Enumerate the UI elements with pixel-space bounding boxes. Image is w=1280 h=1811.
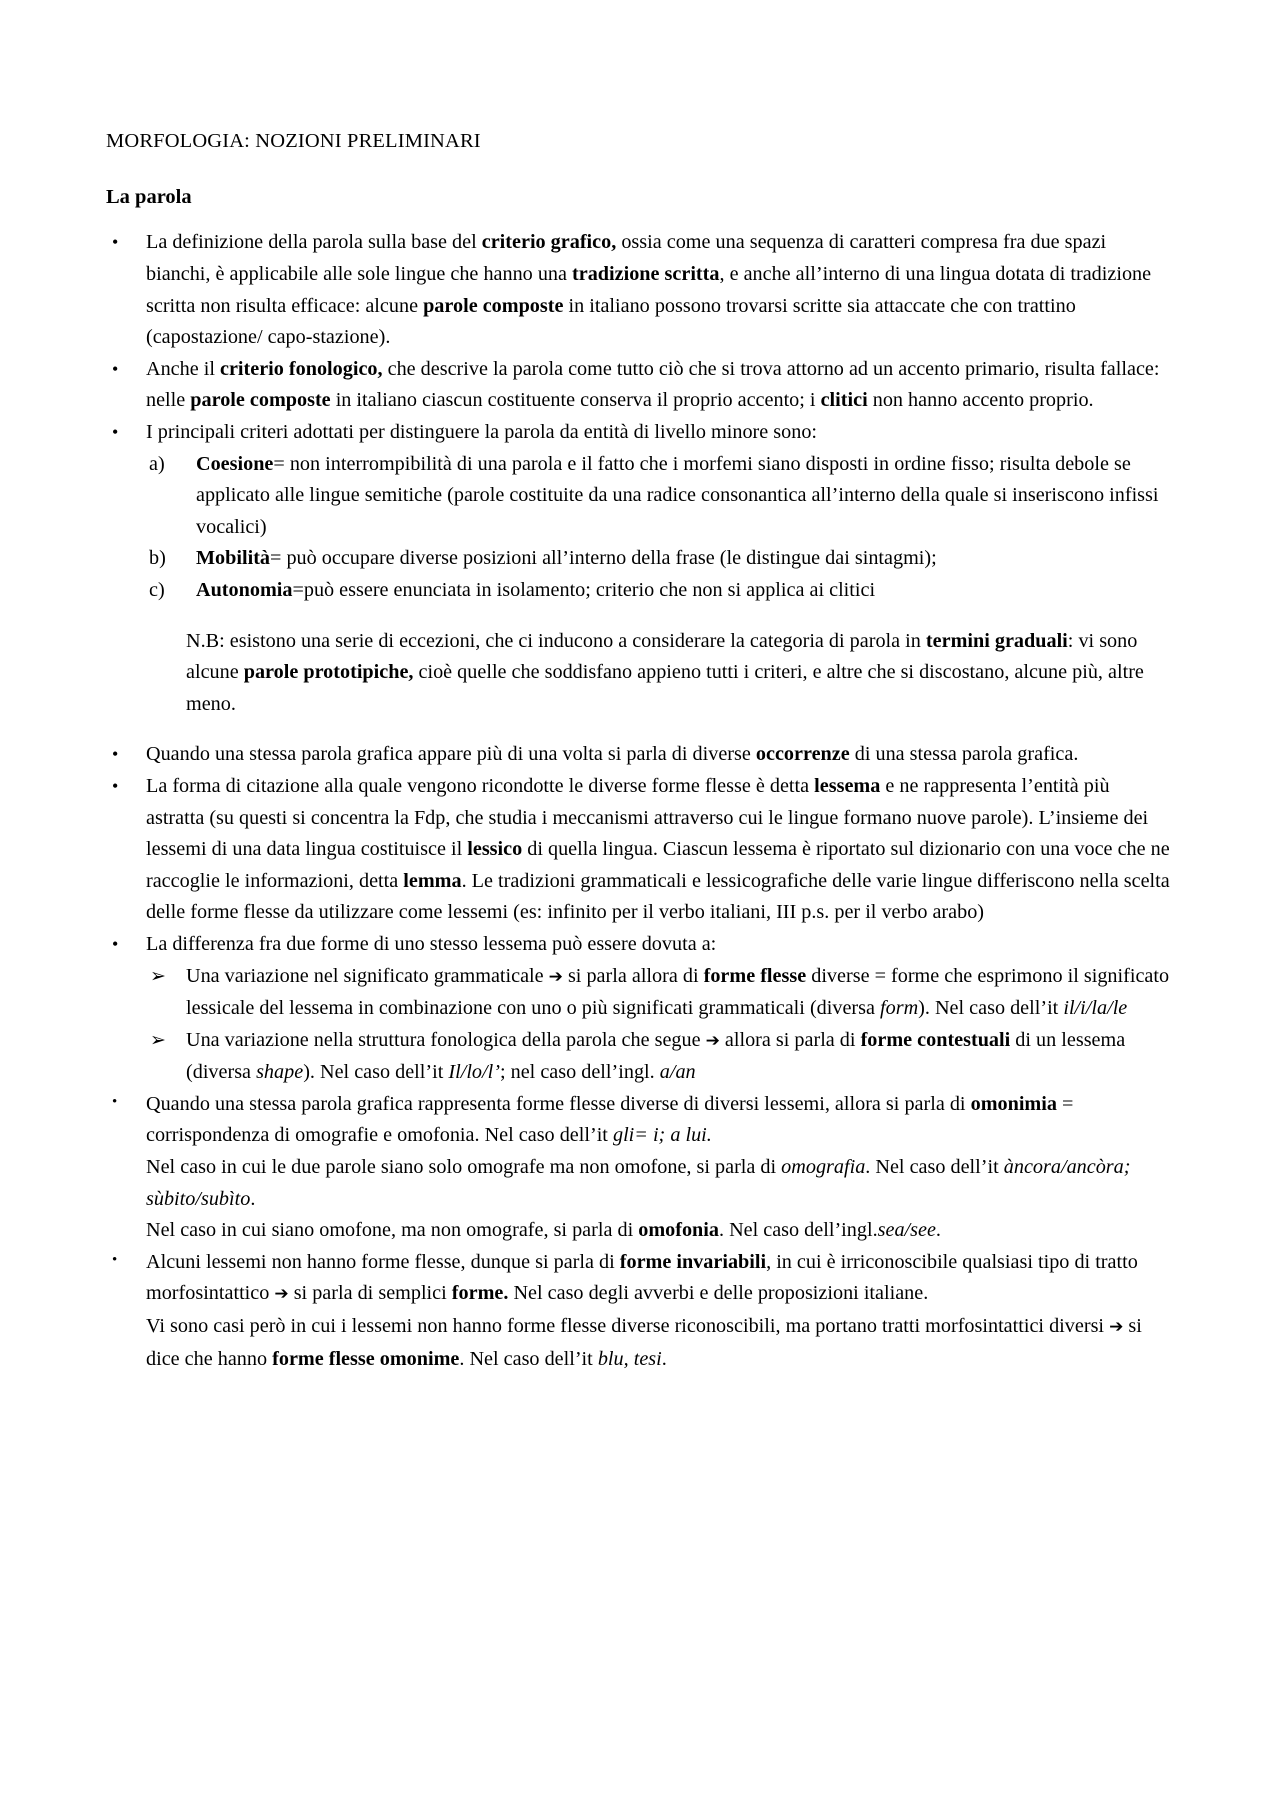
arrow-bullet-icon: ➢: [150, 965, 166, 987]
text-run: N.B: esistono una serie di eccezioni, che ci inducono a considerare la categoria di parola in: [186, 629, 926, 652]
arrow-bullet-icon: ➢: [150, 1029, 166, 1051]
text-run: che descrive la parola come tutto ciò che si trova attorno ad un accento primario, risulta fallace: nelle: [146, 357, 1160, 412]
text-run-bold: forme invariabili: [619, 1250, 767, 1273]
bullet-icon: •: [112, 933, 119, 954]
list-item: [106, 771, 1170, 929]
list-item: [106, 739, 1170, 771]
text-run-bold: Autonomia: [196, 578, 293, 601]
right-arrow-icon: ➔: [274, 1284, 289, 1305]
text-run-bold: Coesione: [196, 452, 274, 475]
list-item: [146, 449, 1170, 544]
text-run-bold: criterio fonologico,: [220, 357, 383, 380]
text-run: .: [935, 1219, 941, 1242]
text-run: .: [661, 1347, 667, 1370]
list-item: [106, 1089, 1170, 1247]
text-run-italic: blu, tesi: [597, 1347, 662, 1370]
bullet-text: [146, 1093, 1073, 1147]
list-item: [146, 961, 1170, 1025]
list-marker: a): [149, 452, 165, 475]
text-run: , e anche all’interno di una lingua dotata di tradizione scritta non risulta efficace: alcune: [146, 263, 1152, 317]
bullet-text-line3: [146, 1215, 1170, 1247]
list-item: [146, 575, 1170, 607]
main-bullet-list: [106, 227, 1170, 1375]
text-run-bold: clitici: [820, 389, 868, 412]
text-run: = non interrompibilità di una parola e il fatto che i morfemi siano disposti in ordine fisso; risulta debole se applicato alle lingue semitiche (parole costituite da una radice consonantica all’interno della quale si inseriscono infissi vocalici): [196, 452, 1159, 538]
text-run-bold: termini graduali: [925, 629, 1068, 652]
text-run: . Nel caso dell’it: [459, 1347, 598, 1370]
page-title: MORFOLOGIA: NOZIONI PRELIMINARI: [106, 130, 481, 152]
text-run-italic: sea/see: [877, 1219, 936, 1242]
text-run: Nel caso in cui siano omofone, ma non omografe, si parla di: [146, 1219, 639, 1242]
text-run: Una variazione nel significato grammaticale: [186, 964, 549, 987]
text-run: .: [250, 1187, 256, 1210]
alpha-item-text: [196, 453, 1159, 538]
bullet-icon: •: [112, 422, 119, 442]
text-run: Anche il: [146, 357, 220, 380]
text-run: Una variazione nella struttura fonologica della parola che segue: [186, 1028, 706, 1051]
bullet-text: [146, 1251, 1138, 1305]
bullet-text: [146, 231, 1151, 348]
list-item: [106, 929, 1170, 1089]
bullet-text: [146, 775, 1170, 923]
list-marker: b): [149, 547, 166, 570]
text-run: si dice che hanno: [146, 1315, 1142, 1370]
text-run-bold: lemma: [403, 869, 462, 892]
bullet-text: [146, 743, 1078, 765]
text-run: in italiano possono trovarsi scritte sia attaccate che con trattino (capostazione/ capo-stazione).: [146, 294, 1076, 349]
text-run: La forma di citazione alla quale vengono ricondotte le diverse forme flesse è detta: [146, 774, 815, 797]
list-item: [146, 1025, 1170, 1089]
text-run: si parla allora di: [562, 964, 704, 987]
text-run: Quando una stessa parola grafica rappresenta forme flesse diverse di diversi lessemi, allora si parla di: [146, 1092, 971, 1115]
text-run: . Nel caso dell’it: [865, 1156, 1004, 1179]
text-run: Nel caso in cui le due parole siano solo omografe ma non omofone, si parla di: [146, 1156, 782, 1179]
bullet-text: [146, 358, 1159, 412]
text-run-bold: parole composte: [423, 294, 564, 317]
arrow-item-text: [186, 1029, 1125, 1084]
text-run-bold: omonimia: [970, 1092, 1057, 1115]
bullet-icon: •: [112, 232, 119, 253]
text-run: . Nel caso dell’ingl.: [718, 1219, 878, 1242]
right-arrow-icon: ➔: [548, 966, 563, 987]
text-run-italic: shape: [256, 1061, 304, 1084]
text-run: ; nel caso dell’ingl.: [499, 1061, 660, 1084]
text-run-bold: Mobilità: [196, 547, 271, 570]
text-run-bold: forme flesse: [703, 964, 807, 987]
text-run: e ne rappresenta l’entità più astratta (su questi si concentra la Fdp, che studia i meccanismi attraverso cui le lingue formano nuove parole). L’insieme dei lessemi di una data lingua costituisce il: [146, 774, 1149, 861]
text-run: diverse = forme che esprimono il significato lessicale del lessema in combinazione con uno o più significati grammaticali (diversa: [186, 964, 1170, 1020]
alpha-item-text: [196, 579, 875, 601]
text-run: di quella lingua. Ciascun lessema è riportato sul dizionario con una voce che ne raccoglie le informazioni, detta: [146, 838, 1170, 892]
text-run-italic: omografia: [781, 1156, 866, 1179]
text-run-bold: tradizione scritta: [572, 263, 720, 286]
text-run: ). Nel caso dell’it: [918, 997, 1064, 1020]
nb-note: [146, 626, 1170, 721]
text-run-bold: lessema: [814, 774, 881, 797]
bullet-text: I principali criteri adottati per distinguere la parola da entità di livello minore sono:: [146, 421, 818, 443]
text-run-italic: gli= i; a lui.: [612, 1124, 712, 1147]
text-run: = corrispondenza di omografie e omofonia. Nel caso dell’it: [146, 1092, 1074, 1147]
text-run-italic: form: [880, 997, 919, 1020]
text-run: in italiano ciascun costituente conserva il proprio accento; i: [330, 389, 821, 412]
text-run-italic: àncora/ancòra; sùbito/subìto: [146, 1156, 1131, 1210]
right-arrow-icon: ➔: [1109, 1317, 1124, 1338]
bullet-icon: •: [112, 775, 119, 796]
text-run: Alcuni lessemi non hanno forme flesse, dunque si parla di: [146, 1250, 620, 1273]
alpha-sublist: [146, 449, 1170, 607]
list-item: [106, 1247, 1170, 1375]
text-run: cioè quelle che soddisfano appieno tutti i criteri, e altre che si discostano, alcune più, altre meno.: [186, 661, 1144, 715]
bullet-text-line2: [146, 1311, 1170, 1375]
text-run: = può occupare diverse posizioni all’interno della frase (le distingue dai sintagmi);: [270, 547, 937, 570]
bullet-icon: •: [112, 358, 119, 379]
text-run: , in cui è irriconoscibile qualsiasi tipo di tratto morfosintattico: [146, 1250, 1138, 1305]
text-run: Vi sono casi però in cui i lessemi non hanno forme flesse diverse riconoscibili, ma portano tratti morfosintattici diversi: [146, 1315, 1110, 1338]
text-run: allora si parla di: [719, 1028, 861, 1051]
text-run: di una stessa parola grafica.: [849, 743, 1079, 766]
bullet-icon: •: [112, 744, 119, 765]
bullet-text: La differenza fra due forme di uno stesso lessema può essere dovuta a:: [146, 932, 717, 955]
list-marker: c): [149, 578, 165, 601]
text-run-bold: forme.: [451, 1282, 509, 1305]
text-run-bold: parole composte: [190, 389, 331, 412]
list-item: [106, 354, 1170, 417]
text-run: ossia come una sequenza di caratteri compresa fra due spazi bianchi, è applicabile alle sole lingue che hanno una: [146, 231, 1107, 286]
section-heading: La parola: [106, 185, 192, 208]
text-run: si parla di semplici: [288, 1282, 452, 1305]
text-run: : vi sono alcune: [186, 629, 1138, 684]
text-run-bold: forme contestuali: [860, 1028, 1011, 1051]
text-run: di un lessema (diversa: [186, 1028, 1126, 1084]
arrow-sublist: [146, 961, 1170, 1089]
text-run: Nel caso degli avverbi e delle proposizioni italiane.: [508, 1282, 929, 1305]
text-run-italic: il/i/la/le: [1063, 997, 1128, 1020]
text-run-italic: Il/lo/l’: [448, 1061, 500, 1084]
arrow-item-text: [186, 965, 1169, 1020]
text-run-bold: lessico: [467, 838, 523, 861]
text-run: . Le tradizioni grammaticali e lessicografiche delle varie lingue differiscono nella scelta delle forme flesse da utilizzare come lessemi (es: infinito per il verbo italiani, III p.s. per il verbo arabo): [146, 869, 1170, 924]
text-run: =può essere enunciata in isolamento; criterio che non si applica ai clitici: [292, 578, 876, 601]
bullet-icon: •: [112, 1093, 118, 1110]
list-item: [106, 417, 1170, 720]
text-run: Quando una stessa parola grafica appare più di una volta si parla di diverse: [146, 743, 756, 766]
list-item: [146, 543, 1170, 575]
text-run: non hanno accento proprio.: [867, 389, 1094, 412]
text-run-bold: forme flesse omonime: [272, 1347, 460, 1370]
text-run-italic: a/an: [659, 1061, 696, 1084]
alpha-item-text: [196, 547, 937, 569]
bullet-icon: •: [112, 1251, 118, 1268]
text-run-bold: occorrenze: [755, 743, 850, 766]
text-run-bold: criterio grafico,: [481, 231, 617, 254]
text-run-bold: omofonia: [638, 1219, 719, 1242]
text-run-bold: parole prototipiche,: [243, 661, 414, 684]
bullet-text-line2: [146, 1152, 1170, 1215]
text-run: La definizione della parola sulla base del: [146, 231, 482, 254]
right-arrow-icon: ➔: [705, 1030, 720, 1051]
list-item: [106, 227, 1170, 353]
text-run: ). Nel caso dell’it: [303, 1061, 449, 1084]
